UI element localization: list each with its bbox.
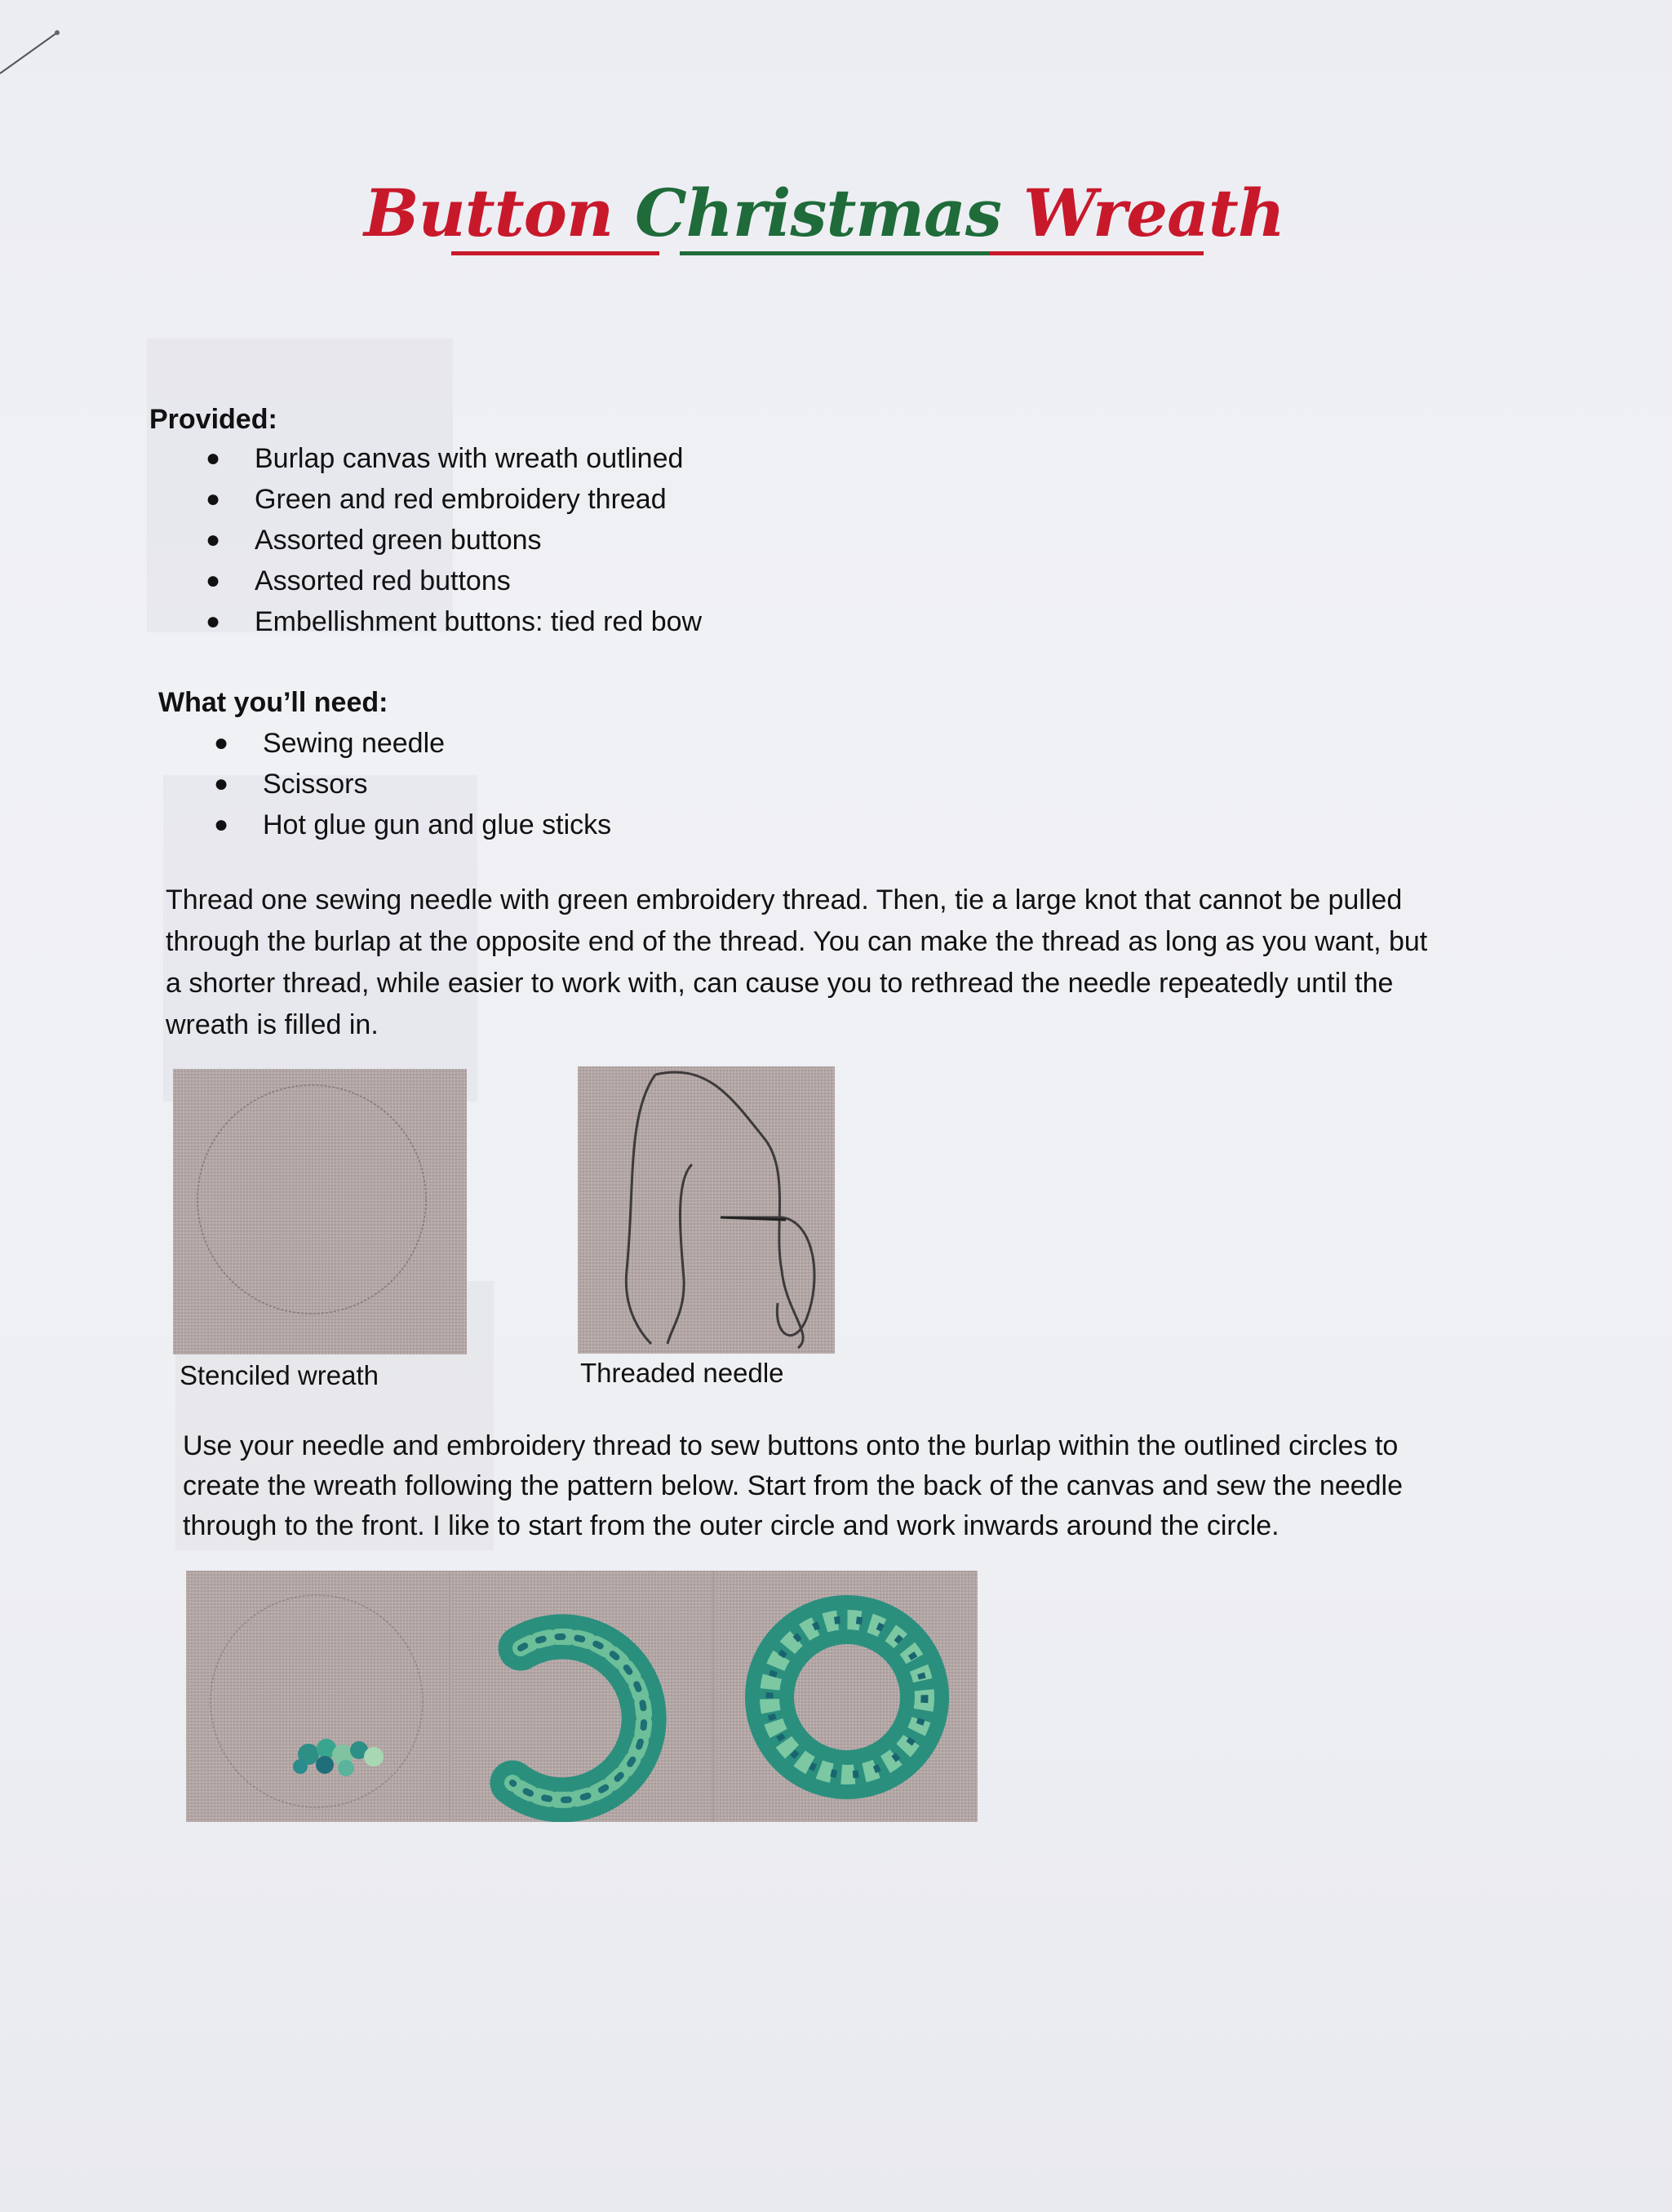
underline-green <box>680 251 990 255</box>
wreath-progress-photos <box>186 1571 978 1822</box>
underline-red <box>451 251 659 255</box>
paragraph-line: create the wreath following the pattern below. Start from the back of the canvas and sew the needle <box>183 1470 1404 1501</box>
need-heading: What you’ll need: <box>158 687 388 718</box>
bullet-icon: ● <box>206 608 221 635</box>
bullet-icon: ● <box>206 445 221 472</box>
bullet-icon: ● <box>206 567 221 594</box>
wreath-outline-icon <box>173 1069 467 1354</box>
provided-list <box>206 438 703 642</box>
list-item: ● Embellishment buttons: tied red bow <box>255 601 702 642</box>
button-wreath-progress-icon <box>186 1571 978 1822</box>
threaded-needle-photo <box>578 1066 835 1354</box>
list-item: ● Assorted red buttons <box>255 561 702 601</box>
title-word-wreath: Wreath <box>1022 175 1285 251</box>
bullet-icon: ● <box>214 811 229 838</box>
paragraph-line: Use your needle and embroidery thread to sew buttons onto the burlap within the outlined circles to <box>183 1430 1399 1461</box>
caption-stenciled-wreath: Stenciled wreath <box>180 1360 379 1390</box>
list-item: ● Assorted green buttons <box>255 520 702 561</box>
title-word-button: Button <box>363 175 614 251</box>
caption-threaded-needle: Threaded needle <box>580 1358 784 1388</box>
need-list <box>214 723 612 845</box>
list-item: ● Green and red embroidery thread <box>255 479 702 520</box>
list-item: ● Hot glue gun and glue sticks <box>263 805 611 845</box>
paragraph-line: through to the front. I like to start from the outer circle and work inwards around the circle. <box>183 1510 1280 1541</box>
paragraph-line: Thread one sewing needle with green embroidery thread. Then, tie a large knot that cannot be pulled <box>166 884 1403 915</box>
staple-mark <box>0 24 65 86</box>
title-underline <box>451 251 1204 256</box>
provided-heading: Provided: <box>149 404 277 435</box>
paragraph-line: through the burlap at the opposite end of the thread. You can make the thread as long as you want, but <box>166 926 1428 957</box>
underline-red-2 <box>990 251 1204 255</box>
list-item: ● Scissors <box>263 764 611 805</box>
paragraph-line: a shorter thread, while easier to work with, can cause you to rethread the needle repeatedly until the <box>166 968 1394 999</box>
page-title <box>0 175 1648 251</box>
bullet-icon: ● <box>206 526 221 553</box>
thread-instructions <box>166 880 1512 1046</box>
bullet-icon: ● <box>206 485 221 512</box>
title-word-christmas: Christmas <box>635 175 1001 251</box>
paragraph-line: wreath is filled in. <box>166 1009 379 1040</box>
stenciled-wreath-photo <box>173 1069 467 1354</box>
sew-instructions <box>183 1426 1505 1546</box>
bullet-icon: ● <box>214 770 229 797</box>
list-item: ● Burlap canvas with wreath outlined <box>255 438 702 479</box>
bullet-icon: ● <box>214 729 229 756</box>
list-item: ● Sewing needle <box>263 723 611 764</box>
thread-icon <box>578 1066 835 1354</box>
